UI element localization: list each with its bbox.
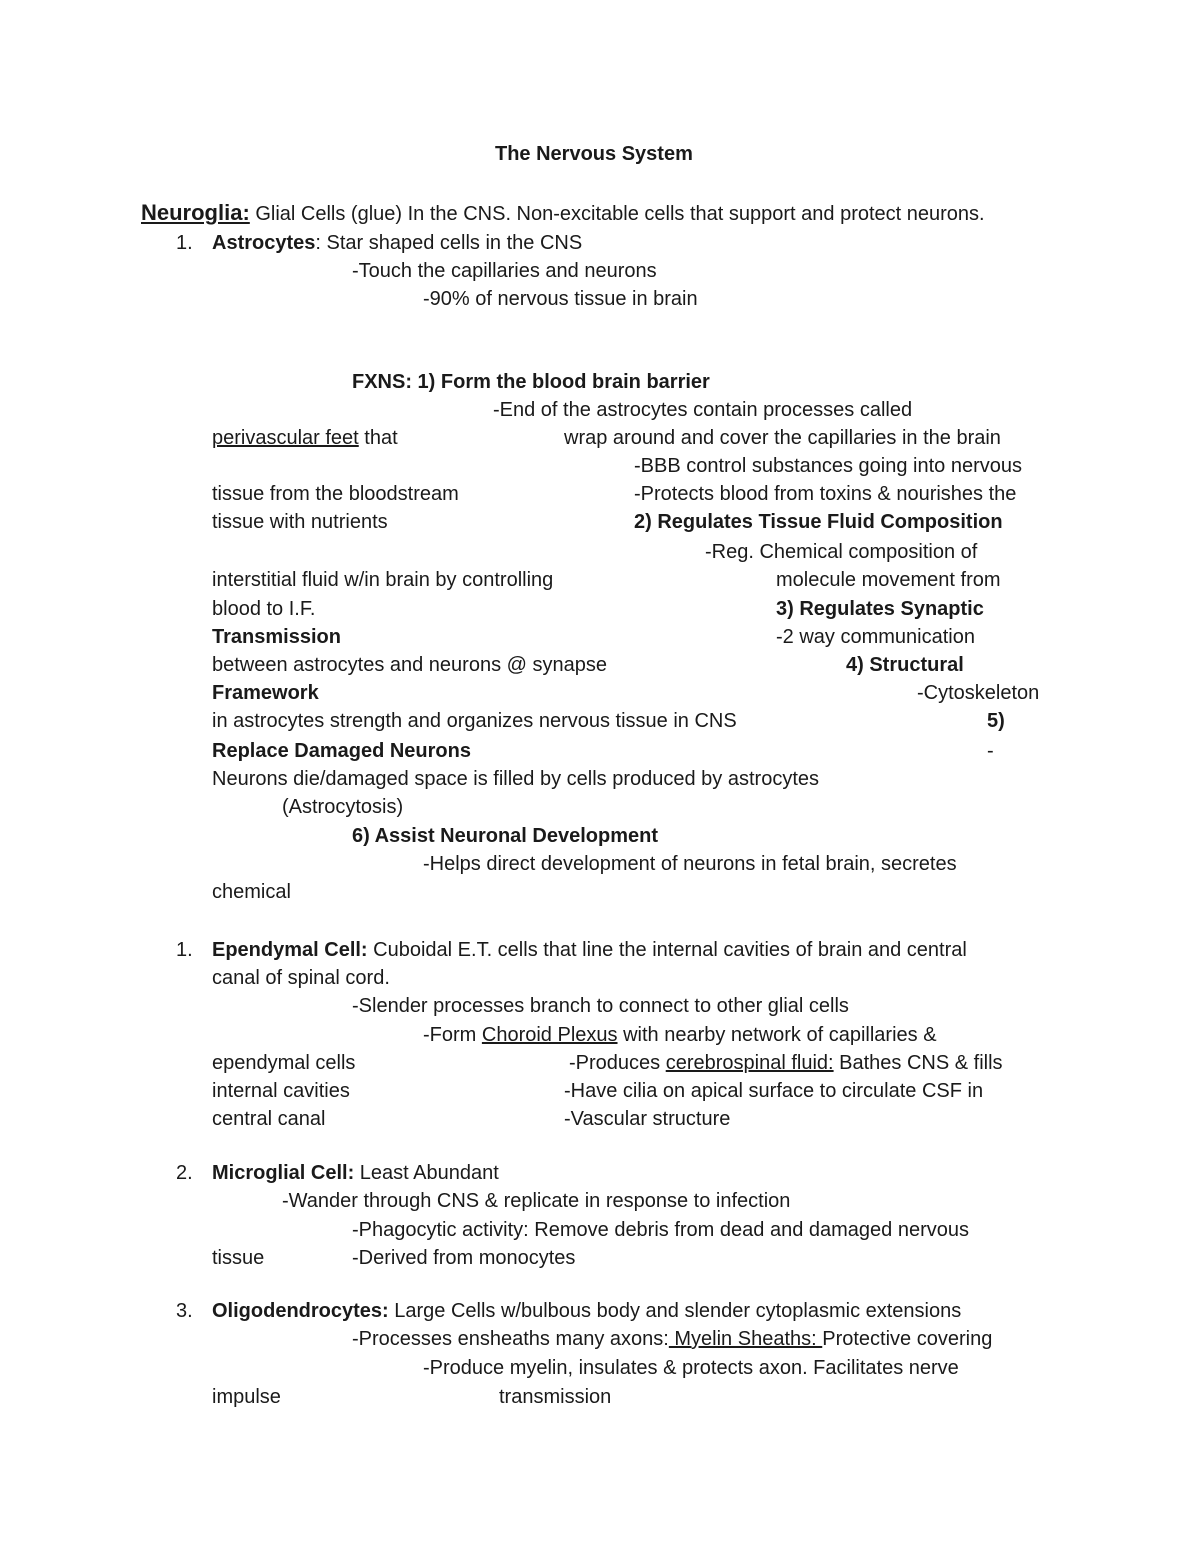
list-number: 1. [176, 939, 193, 961]
text-line: tissue with nutrients [212, 511, 388, 533]
text-span: Protective covering [822, 1328, 993, 1350]
text-line: -Have cilia on apical surface to circulate CSF in [564, 1080, 984, 1102]
functions-heading: FXNS: 1) Form the blood brain barrier [352, 371, 710, 393]
function-heading: Transmission [212, 626, 341, 648]
function-heading: 6) Assist Neuronal Development [352, 825, 659, 847]
neuroglia-term: Neuroglia: [141, 200, 250, 225]
text-line: -Reg. Chemical composition of [705, 541, 978, 563]
list-number: 2. [176, 1162, 193, 1184]
function-heading: 4) Structural [846, 654, 964, 676]
perivascular-feet-term: perivascular feet [212, 427, 359, 449]
text-span: with nearby network of capillaries & [617, 1024, 937, 1046]
text-line [423, 1022, 937, 1048]
text-span: -Processes ensheaths many axons: [352, 1328, 669, 1350]
myelin-sheaths-term: Myelin Sheaths: [668, 1328, 823, 1350]
text-line: canal of spinal cord. [212, 967, 390, 989]
astrocytes-term: Astrocytes [212, 232, 316, 254]
text-line: internal cavities [212, 1080, 350, 1102]
ependymal-term: Ependymal Cell: [212, 939, 368, 961]
text-line: -BBB control substances going into nervous [634, 455, 1022, 477]
text-span: Bathes CNS & fills [833, 1052, 1003, 1074]
text-line: interstitial fluid w/in brain by controlling [212, 569, 554, 591]
oligodendrocytes-text: Large Cells w/bulbous body and slender cytoplasmic extensions [388, 1300, 962, 1322]
text-line: -Phagocytic activity: Remove debris from dead and damaged nervous [352, 1219, 969, 1241]
text-line: -End of the astrocytes contain processes called [493, 399, 913, 421]
text-line: wrap around and cover the capillaries in the brain [564, 427, 1001, 449]
page-title: The Nervous System [495, 143, 693, 165]
neuroglia-definition [141, 200, 985, 227]
text-line: ependymal cells [212, 1052, 356, 1074]
text-line: -Protects blood from toxins & nourishes the [634, 483, 1017, 505]
choroid-plexus-term: Choroid Plexus [481, 1024, 618, 1046]
text-line: blood to I.F. [212, 598, 316, 620]
text-line [212, 425, 398, 451]
neuroglia-text: Glial Cells (glue) In the CNS. Non-excitable cells that support and protect neurons. [249, 203, 985, 225]
text-line: impulse [212, 1386, 281, 1408]
text-line: -Cytoskeleton [917, 682, 1040, 704]
function-heading: 3) Regulates Synaptic [776, 598, 984, 620]
text-span: -Produces [569, 1052, 666, 1074]
text-line [569, 1050, 1003, 1076]
function-heading: 5) [987, 710, 1005, 732]
text-line: -Derived from monocytes [352, 1247, 576, 1269]
list-number: 1. [176, 232, 193, 254]
text-line: -Vascular structure [564, 1108, 731, 1130]
ependymal-text: Cuboidal E.T. cells that line the internal cavities of brain and central [367, 939, 967, 961]
function-heading: Replace Damaged Neurons [212, 740, 471, 762]
text-line [352, 1326, 992, 1352]
text-line: tissue from the bloodstream [212, 483, 459, 505]
text-line: central canal [212, 1108, 326, 1130]
text-line: -Produce myelin, insulates & protects axon. Facilitates nerve [423, 1357, 959, 1379]
microglial-term: Microglial Cell: [212, 1162, 355, 1184]
oligodendrocytes-heading [212, 1298, 961, 1324]
text-line: -Wander through CNS & replicate in response to infection [282, 1190, 791, 1212]
text-span: that [358, 427, 398, 449]
astrocytes-heading [212, 230, 582, 256]
text-span: -Form [423, 1024, 482, 1046]
text-line: between astrocytes and neurons @ synapse [212, 654, 607, 676]
list-number: 3. [176, 1300, 193, 1322]
astrocytes-text: : Star shaped cells in the CNS [315, 232, 583, 254]
text-line: (Astrocytosis) [282, 796, 404, 818]
function-heading: Framework [212, 682, 319, 704]
text-line: -Helps direct development of neurons in fetal brain, secretes [423, 853, 957, 875]
csf-term: cerebrospinal fluid: [665, 1052, 834, 1074]
text-line: chemical [212, 881, 291, 903]
text-line: in astrocytes strength and organizes nervous tissue in CNS [212, 710, 737, 732]
oligodendrocytes-term: Oligodendrocytes: [212, 1300, 389, 1322]
text-line: transmission [499, 1386, 612, 1408]
text-line: - [987, 740, 994, 762]
text-line: tissue [212, 1247, 265, 1269]
text-line: -2 way communication [776, 626, 975, 648]
text-line: -Touch the capillaries and neurons [352, 260, 657, 282]
text-line: molecule movement from [776, 569, 1001, 591]
ependymal-heading [212, 937, 967, 963]
text-line: -90% of nervous tissue in brain [423, 288, 698, 310]
text-line: -Slender processes branch to connect to other glial cells [352, 995, 849, 1017]
function-heading: 2) Regulates Tissue Fluid Composition [634, 511, 1003, 533]
microglial-text: Least Abundant [354, 1162, 499, 1184]
text-line: Neurons die/damaged space is filled by cells produced by astrocytes [212, 768, 819, 790]
microglial-heading [212, 1160, 499, 1186]
